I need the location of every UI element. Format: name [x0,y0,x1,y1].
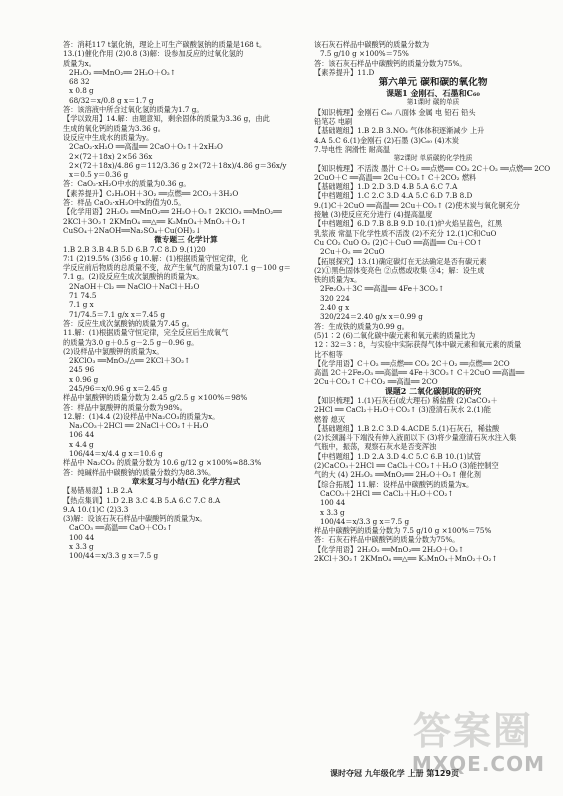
answer-line: Cu CO₂ CuO O₂ (2)C＋CuO ══高温══ Cu＋CO↑ [314,237,483,247]
answer-line: 【学以致用】14.解：由题意知，剩余固体的质量为3.36 g，由此 [63,114,270,124]
answer-line: 11.解：(1)根据质量守恒定律，完全反应后生成氧气 [63,328,229,338]
equation-line: 2×(72＋18x) 2×56 36x [69,151,153,161]
left-column [63,40,309,561]
answer-line: 【中档题组】1.D 2.A 3.D 4.C 5.C 6.B 10.(1)试管 [314,451,481,461]
equation-line: 71/74.5＝7.1 g/x x＝7.45 g [69,309,165,319]
answer-line: (3)解：设该石灰石样品中碳酸钙的质量为x。 [63,514,207,524]
answer-line: 样品中 Na₂CO₃ 的质量分数为 10.6 g/12 g ×100%≈88.3% [63,458,262,468]
equation-line: 68/32＝x/0.8 g x＝1.7 g [69,95,154,105]
answer-line: 2KCl＋3O₂↑ 2KMnO₄ ══△══ K₂MnO₄＋MnO₂＋O₂↑ [314,554,498,564]
answer-line: 的质量为3.0 g＋0.5 g－2.5 g－0.96 g。 [63,337,199,347]
equation-line: 7.1 g x [69,300,94,310]
answer-line: 【易错易混】1.B 2.A [63,486,133,496]
answer-line: (2)CaCO₃＋2HCl ══ CaCl₂＋CO₂↑＋H₂O (3)能控制空 [314,461,499,471]
answer-line: 【基础题组】1.B 2.C 3.D 4.ACDE 5.(1)石灰石，稀盐酸 [314,423,500,433]
equation-line: x＝0.5 y＝0.36 g [69,170,129,180]
answer-line: 【综合拓展】11.解：设样品中碳酸钙的质量为x。 [314,479,474,489]
answer-line: 高温 2C＋2Fe₂O₃ ══高温══ 4Fe＋3CO₂↑ C＋2CuO ══高温══ [314,368,525,378]
answer-line: 乳浆液 常温下化学性质不活泼 (2)不充分 12.(1)C和CuO [314,228,497,238]
equation-line: 2KClO₃ ══MnO₂/△══ 2KCl＋3O₂↑ [69,356,191,366]
answer-line: 【素养提升】C₂H₅OH＋3O₂ ══点燃══ 2CO₂＋3H₂O [63,188,239,198]
watermark-url: MXQE.COM [411,752,545,776]
equation-line: 71 74.5 [69,291,97,301]
answer-line: 【基础题组】1.D 2.D 3.D 4.B 5.A 6.C 7.A [314,182,458,192]
equation-line: 100 44 [69,532,95,542]
answer-line: 【拓展探究】13.(1)确定碳灯在无法确定是否有碳元素 [314,256,487,266]
answer-line: 13.(1)催化作用 (2)0.8 (3)解：设参加反应的过氧化氢的 [63,49,244,59]
answer-line: 样品中氯酸钾的质量分数为 2.45 g/2.5 g ×100%＝98% [63,393,248,403]
answer-line: 学反应前后物质的总质量不变，故产生氧气的质量为107.1 g－100 g＝ [63,263,291,273]
section-heading: 第1课时 碳的单质 [406,98,460,107]
equation-line: 2NaOH＋Cl₂ ══ NaClO＋NaCl＋H₂O [69,281,200,291]
equation-line: x 3.3 g [320,507,345,517]
answer-line: 1.B 2.B 3.B 4.B 5.D 6.B 7.C 8.D 9.(1)20 [63,244,206,254]
answer-line: 气瓶中，振荡，观察石灰水是否变浑浊 [314,442,437,452]
section-heading: 章末复习与小结(五) 化学方程式 [131,476,241,486]
equation-line: 2×(72＋18x)/4.86 g＝112/3.36 g 2×(72＋18x)/4.86 g＝36x/y [69,160,287,170]
answer-line: 答：石灰石样品中碳酸钙的质量分数为75%。 [314,535,460,545]
equation-line: 2CaO₂·xH₂O ══高温══ 2CaO＋O₂↑＋2xH₂O [69,142,223,152]
page-footer: 课时夺冠 九年级化学 上册 第129页 [330,769,460,778]
section-heading: 第2课时 单质碳的化学性质 [393,154,473,163]
equation-line: x 3.3 g [69,542,94,552]
answer-line: 答：该石灰石样品中碳酸钙的质量分数为75%。 [314,58,467,68]
equation-line: 68 32 [69,77,90,87]
equation-line: CaCO₃ ══高温══ CaO＋CO₂↑ [69,523,173,533]
answer-line: 【素养提升】11.D [314,67,375,77]
answer-line: (2)①黑色固体变亮色 ②点燃或收集 ③4；解：设生成 [314,265,485,275]
equation-line: 245 96 [69,365,95,375]
answer-line: 【知识梳理】金刚石 C₆₀ 八面体 金属 电 铅石 铅头 [314,107,476,117]
answer-line: 9.A 10.(1)C (2)3.3 [63,504,129,514]
equation-line: 320/224＝2.40 g/x x＝0.99 g [320,312,423,322]
answer-line: 接触 (3)使反应充分进行 (4)提高温度 [314,210,433,220]
equation-line: 106/44＝x/4.4 g x＝10.6 g [69,449,163,459]
answer-line: 2HCl ══ CaCl₂＋H₂O＋CO₂↑ (3)澄清石灰水 2.(1)能 [314,405,491,415]
answer-line: 答：反应生成次氯酸钠的质量为7.45 g。 [63,318,194,328]
answer-line: 7∶1 (2)19.5% (3)56 g 10.解：(1)根据质量守恒定律，化 [63,253,248,263]
answer-line: 答：该溶液中所含过氧化氢的质量为1.7 g。 [63,105,204,115]
answer-line: 【知识梳理】不活泼 墨汁 C＋O₂ ══点燃══ CO₂ 2C＋O₂ ══点燃══ 2CO [314,163,551,173]
section-heading: 微专题三 化学计算 [154,235,218,245]
equation-line: 100 44 [320,498,346,508]
answer-line: (2)设样品中氯酸钾的质量为x。 [63,346,164,356]
answer-line: 2Cu＋CO₂↑ C＋CO₂ ══高温══ 2CO [314,377,438,387]
answer-line: 气的大 (4) 2H₂O₂ ══MnO₂══ 2H₂O＋O₂↑ 催化剂 [314,470,481,480]
equation-line: 106 44 [69,430,95,440]
answer-line: 7.导电性 润滑性 耐高温 [314,144,391,154]
answer-line: 答：纯碱样品中碳酸钠的质量分数约为88.3%。 [63,467,216,477]
answer-line: 9.(1)C＋2CuO ══高温══ 2Cu＋CO₂↑ (2)使木炭与氧化铜充分 [314,200,520,210]
answer-line: (2)长颈漏斗下端没有伸入液面以下 (3)将少量澄清石灰水注入集 [314,433,517,443]
answer-line: 【热点集训】1.D 2.B 3.C 4.B 5.A 6.C 7.C 8.A [63,495,221,505]
answer-line: 该石灰石样品中碳酸钙的质量分数为 [314,40,430,49]
answer-line: 铅笔芯 电刷 [314,117,353,127]
answer-line: 答：消耗117 t氯化钠，理论上可生产碳酸氢钠的质量是168 t。 [63,40,267,49]
answer-line: 【知识梳理】1.(1)石灰石(或大理石) 稀盐酸 (2)CaCO₃＋ [314,395,498,405]
equation-line: 2Cu＋O₂ ══ 2CuO [320,247,385,257]
answer-line: 生成的氧化钙的质量为3.36 g。 [63,123,165,133]
section-heading: 课题2 二氧化碳制取的研究 [384,386,482,396]
answer-line: 2KCl＋3O₂↑ 2KMnO₄ ══△══ K₂MnO₄＋MnO₂＋O₂↑ [63,216,247,226]
answer-line: 2CuO＋C ══高温══ 2Cu＋CO₂↑ C＋2CO₂ 燃料 [314,172,477,182]
answer-line: 【化学用语】2H₂O₂ ══MnO₂══ 2H₂O＋O₂↑ 2KClO₃ ══MnO₂══ [63,207,282,217]
answer-line: 12∶32＝3∶8，与实验中实际获得气体中碳元素和氧元素的质量 [314,340,522,350]
equation-line: 2Fe₂O₃＋3C ══高温══ 4Fe＋3CO₂↑ [320,284,445,294]
answer-line: 比不相等 [314,349,343,359]
section-heading: 课题1 金刚石、石墨和C₆₀ [386,89,480,99]
answer-line: 12.解：(1)4.4 (2)设样品中Na₂CO₃的质量为x。 [63,411,220,421]
answer-line: 【基础题组】1.B 2.B 3.NO₂ 气体体积逐渐减少 上升 [314,126,485,136]
answer-line: 【中档题组】6.D 7.B 8.B 9.D 10.(1)炉火焰呈蓝色，红黑 [314,219,503,229]
answer-line: 答：样品 CaO₂·xH₂O中x的值为0.5。 [63,198,186,208]
section-heading: 第六单元 碳和碳的氧化物 [378,77,488,89]
answer-line: 答：生成铁的质量为0.99 g。 [314,321,409,331]
equation-line: x 4.4 g [69,439,94,449]
answer-line: 质量为x。 [63,58,96,68]
equation-line: 100/44＝x/3.3 g x＝7.5 g [69,551,159,561]
answer-line: 铁的质量为x。 [314,275,362,285]
answer-line: CuSO₄＋2NaOH══Na₂SO₄＋Cu(OH)₂↓ [63,225,202,235]
answer-line: 样品中碳酸钙的质量分数为 7.5 g/10 g ×100%＝75% [314,526,492,536]
equation-line: CaCO₃＋2HCl ══ CaCl₂＋H₂O＋CO₂↑ [320,488,454,498]
answer-line: 燃着 熄灭 [314,414,346,424]
right-column [314,40,552,563]
answer-line: 【中档题组】1.C 2.C 3.D 4.A 5.C 6.D 7.B 8.D [314,191,473,201]
equation-line: 245/96＝x/0.96 g x＝2.45 g [69,383,168,393]
answer-line: 【化学用语】C＋O₂ ══点燃══ CO₂ 2C＋O₂ ══点燃══ 2CO [314,358,510,368]
equation-line: x 0.8 g [69,86,94,96]
answer-line: 设反应中生成水的质量为y。 [63,132,154,142]
equation-line: Na₂CO₃＋2HCl ══ 2NaCl＋CO₂↑＋H₂O [69,421,209,431]
equation-line: x 0.96 g [69,374,99,384]
answer-line: 答：样品中氯酸钾的质量分数为98%。 [63,402,187,412]
equation-line: 100/44＝x/3.3 g x＝7.5 g [320,516,410,526]
equation-line: 2.40 g x [320,303,350,313]
answer-line: 【化学用语】2H₂O₂ ══MnO₂══ 2H₂O＋O₂↑ [314,544,464,554]
answer-line: 答：CaO₂·xH₂O中水的质量为0.36 g。 [63,179,191,189]
answer-line: 7.1 g。(2)设反应生成次氯酸钠的质量为x。 [63,272,204,282]
answer-line: (5)1∶2 (6)二氧化碳中碳元素和氧元素的质量比为 [314,330,476,340]
equation-line: 320 224 [320,293,350,303]
equation-line: 7.5 g/10 g ×100%＝75% [320,49,409,59]
equation-line: 2H₂O₂ ══MnO₂══ 2H₂O＋O₂↑ [69,67,176,77]
watermark: 答案圈 [412,709,533,753]
answer-line: 4.A 5.C 6.(1)金刚石 (2)石墨 (3)C₆₀ (4)木炭 [314,135,459,145]
